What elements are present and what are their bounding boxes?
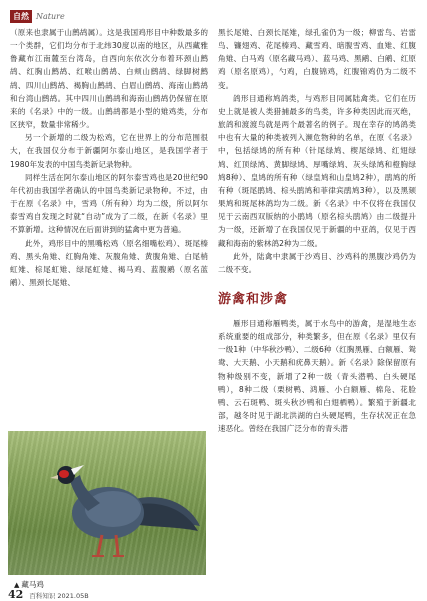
photo-caption-text: 藏马鸡 <box>21 580 44 589</box>
right-paragraph-3: 此外，陆禽中隶属于沙鸡目、沙鸡科的黑腹沙鸡仍为二级不变。 <box>218 251 416 274</box>
page-header <box>10 9 65 23</box>
left-column <box>10 26 208 289</box>
right-subsection-paragraph-1: 雁形目通称雁鸭类，属于水鸟中的游禽，是湿地生态系统重要的组成部分，种类繁多，但在原《名录》里仅有一级1种（中华秋沙鸭）、二级6种（红胸黑雁、白额雁、鸳鸯、大天鹅、小天鹅和疣鼻天鹅）。新《名录》除保留原有物种级别不变，新增了2种一级（青头潜鸭、白头硬尾鸭），8种二级（栗树鸭、鸿雁、小白额雁、棉凫、花脸鸭、云石斑鸭、斑头秋沙鸭和白翅栖鸭）。繁殖于新疆北部，越冬时见于湖北洪湖的白头硬尾鸭，生存状况正在急速恶化。曾经在我国广泛分布的青头潜 <box>218 318 416 434</box>
right-column <box>218 26 416 435</box>
section-title-english: Nature <box>36 11 65 21</box>
page-number: 42 <box>8 588 24 601</box>
left-paragraph-1: （原来也隶属于山鹧鸪属）。这是我国鸡形目中种数最多的一个类群，它们均分布于北纬30度以南的地区，从西藏雅鲁藏布江南麓至台湾岛，自西向东依次分布着环颈山鹧鸪、红胸山鹧鸪、红喉山鹧鸪、白颊山鹧鸪、绿脚树鹧鸪、四川山鹧鸪、褐胸山鹧鸪、白眉山鹧鸪、海南山鹧鸪和台湾山鹧鸪。其中四川山鹧鸪和海南山鹧鸪仍保留在原来的《名录》中的一级。山鹧鸪都是小型的雉鸡类，分布区狭窄，数量非常稀少。 <box>10 28 208 130</box>
left-paragraph-3: 同样生活在阿尔泰山地区的阿尔泰雪鸡也是20世纪90年代初由我国学者确认的中国鸟类新记录物种。不过，由于在原《名录》中，雪鸡（所有种）均为二级，所以阿尔泰雪鸡自发现之时就“自动”成为了二级，在新《名录》里不算新增。这种情况在后面讲到的猛禽中更为普遍。 <box>10 172 208 235</box>
triangle-icon: ▲ <box>14 581 20 589</box>
right-paragraph-2: 鸽形目通称鸠鸽类，与鸡形目同属陆禽类。它们在历史上就是被人类猎捕最多的鸟类，许多种类因此而灭绝，旅鸽和渡渡鸟就是两个最著名的例子。现在幸存的鸠鸽类中也有大量的种类被列入濒危物种的名单，在原《名录》中，包括绿鸠的所有种（针尾绿鸠、楔尾绿鸠、红翅绿鸠、红顶绿鸠、黄脚绿鸠、厚嘴绿鸠、灰头绿鸠和橙胸绿鸠8种）、皇鸠的所有种（绿皇鸠和山皇鸠2种），鹃鸠的所有种（斑尾鹃鸠、棕头鹃鸠和菲律宾鹃鸠3种），以及黑颏果鸠和斑尾林鸽均为二级。新《名录》中不仅将在我国仅见于云南西双版纳的小鹃鸠（原名棕头鹃鸠）由二级提升为一级，还新增了在我国仅见于新疆的中亚鸽，仅见于西藏和海南的紫林鸽2种为二级。 <box>218 93 416 248</box>
section-tag: 自然 <box>10 10 32 23</box>
left-paragraph-4: 此外，鸡形目中的黑嘴松鸡（原名细嘴松鸡）、斑尾榛鸡、黑头角雉、红胸角雉、灰腹角雉、黄腹角雉、白尾梢虹雉、棕尾虹雉、绿尾虹雉、褐马鸡、蓝腹鹇（原名蓝鹇）、黑颈长尾雉、 <box>10 238 208 287</box>
right-paragraph-1: 黑长尾雉、白颈长尾雉，绿孔雀仍为一级；柳雷鸟、岩雷鸟、镰翅鸡、花尾榛鸡、藏雪鸡、暗腹雪鸡、血雉、红腹角雉、白马鸡（原名藏马鸡）、蓝马鸡、黑鹇、白鹇、红原鸡（原名原鸡），勺鸡，白腹锦鸡，红腹锦鸡仍为二级不变。 <box>218 28 416 90</box>
pheasant-photo <box>8 431 206 575</box>
publication-info: 百科知识 2021.05B <box>29 592 89 600</box>
section-subhead: 游禽和涉禽 <box>218 291 289 307</box>
page-footer <box>8 588 89 600</box>
left-paragraph-2: 另一个新增的二级为松鸡，它在世界上的分布范围很大，在我国仅分布于新疆阿尔泰山地区，是我国学者于1980年发表的中国鸟类新记录物种。 <box>10 133 208 169</box>
blue-eared-pheasant-illustration <box>8 431 206 575</box>
